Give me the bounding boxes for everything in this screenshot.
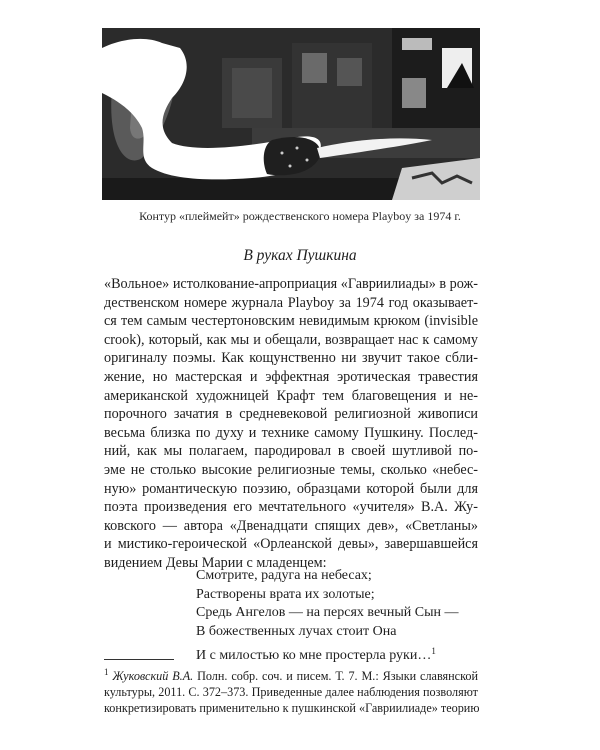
footnote-author: Жуковский В.А. — [112, 669, 194, 683]
footnote-divider — [104, 659, 174, 660]
footnote-text: Полн. собр. соч. и писем. Т. 7. М.: Языки славянской — [197, 669, 479, 683]
body-paragraph — [104, 275, 478, 573]
photo-image — [102, 28, 480, 200]
body-line: crook), который, как мы и обещали, возвращает нас к самому — [104, 331, 478, 348]
body-line: оригиналу поэмы. Как кощунственно ни звучит такое сбли- — [104, 350, 478, 367]
body-line: ний, как мы полагаем, пародировал в своей шутливой по- — [104, 443, 478, 460]
verse-quote — [196, 567, 458, 666]
body-line: «Вольное» истолкование-апроприация «Гавриилиады» в рож- — [104, 276, 478, 292]
playboy-photo — [102, 28, 480, 200]
section-heading: В руках Пушкина — [243, 247, 357, 264]
verse-line: Растворены врата их золотые; — [196, 586, 375, 602]
footnote-line — [104, 665, 478, 685]
body-line: американской художницей Крафт тем благовещения и не- — [104, 387, 478, 404]
body-line: ковского — автора «Двенадцати спящих дев», «Светланы» — [104, 517, 478, 534]
verse-line: И с милостью ко мне простерла руки… — [196, 647, 432, 663]
verse-line: Смотрите, радуга на небесах; — [196, 568, 372, 583]
verse-line: Средь Ангелов — на персях вечный Сын — — [196, 605, 459, 621]
body-line: жение, но мастерская и эффектная эротическая травестия — [104, 368, 478, 385]
verse-line-last — [196, 642, 458, 666]
footnote-line: конкретизировать применительно к пушкинской «Гавриилиаде» теорию — [104, 700, 480, 715]
body-line: эме не столько высокие религиозные темы, сколько «небес- — [104, 461, 478, 478]
body-line: ся тем самым честертоновским невидимым крюком (invisible — [104, 313, 478, 330]
body-line: порочного зачатия в средневековой религиозной живописи — [104, 406, 478, 423]
body-line: дественском номере журнала Playboy за 1974 год оказывает- — [104, 294, 478, 311]
footnote-line: культуры, 2011. С. 372–373. Приведенные далее наблюдения позволяют — [104, 684, 478, 699]
footnote-reference[interactable]: 1 — [431, 645, 436, 656]
body-line: видением Девы Марии с младенцем: — [104, 554, 327, 571]
footnote-mark: 1 — [104, 667, 109, 677]
verse-line: В божественных лучах стоит Она — [196, 624, 397, 640]
footnote — [104, 665, 478, 716]
figure-caption: Контур «плеймейт» рождественского номера Playboy за 1974 г. — [139, 209, 461, 223]
body-line: и мистико-героической «Орлеанской девы», завершавшейся — [104, 536, 478, 553]
body-line: весьма близка по духу и технике самому Пушкину. Послед- — [104, 424, 478, 441]
body-line: поэта произведения его мечтательного «учителя» В.А. Жу- — [104, 499, 478, 516]
body-line: ную» романтическую поэзию, образцами которой были для — [104, 480, 478, 497]
